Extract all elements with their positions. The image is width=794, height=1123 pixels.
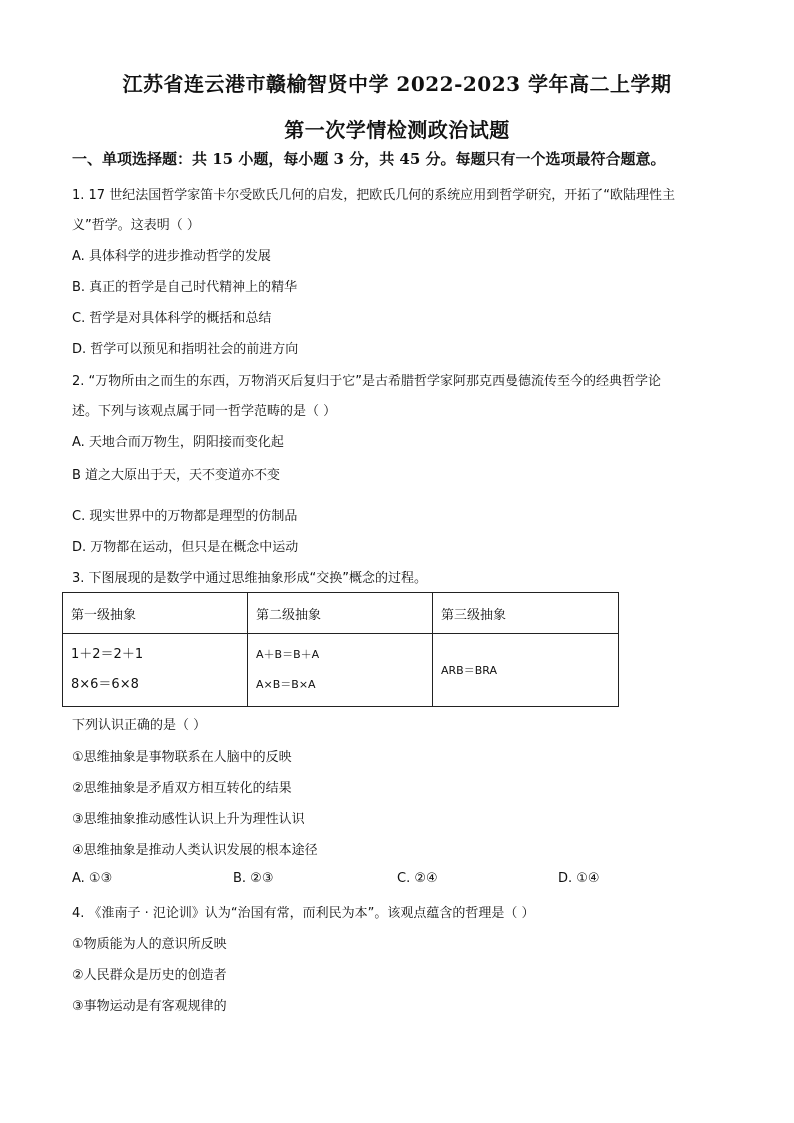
abstraction-table — [62, 592, 619, 707]
q3-option-d: D. ①④ — [558, 871, 600, 886]
q3-option-a: A. ①③ — [72, 871, 113, 886]
q2-option-b: B 道之大原出于天，天不变道亦不变 — [72, 468, 281, 483]
q1-option-a: A. 具体科学的进步推动哲学的发展 — [72, 249, 271, 264]
q3-option-b: B. ②③ — [233, 871, 274, 886]
q1-option-d: D. 哲学可以预见和指明社会的前进方向 — [72, 342, 299, 357]
table-header-cell: 第一级抽象 — [63, 593, 248, 634]
q3-option-c: C. ②④ — [397, 871, 438, 886]
exam-title-line1: 江苏省连云港市赣榆智贤中学 2022-2023 学年高二上学期 — [122, 72, 672, 96]
q2-option-c: C. 现实世界中的万物都是理型的仿制品 — [72, 509, 298, 524]
q1-option-b: B. 真正的哲学是自己时代精神上的精华 — [72, 280, 298, 295]
table-header-row — [63, 593, 619, 634]
q4-stem: 4. 《淮南子 · 氾论训》认为“治国有常，而利民为本”。该观点蕴含的哲理是（ ） — [72, 906, 535, 921]
table-cell-second-level — [248, 634, 433, 707]
q1-stem-line1: 1. 17 世纪法国哲学家笛卡尔受欧氏几何的启发，把欧氏几何的系统应用到哲学研究，开拓了“欧陆理性主 — [72, 188, 675, 203]
q3-question: 下列认识正确的是（ ） — [72, 718, 207, 733]
q3-statement-1: ①思维抽象是事物联系在人脑中的反映 — [72, 750, 292, 765]
q1-stem-line2: 义”哲学。这表明（ ） — [72, 218, 200, 233]
q4-statement-3: ③事物运动是有客观规律的 — [72, 999, 227, 1014]
q3-stem: 3. 下图展现的是数学中通过思维抽象形成“交换”概念的过程。 — [72, 571, 428, 586]
q2-option-a: A. 天地合而万物生，阴阳接而变化起 — [72, 435, 284, 450]
formula: 1＋2＝2＋1 — [71, 647, 144, 662]
table-cell-first-level — [63, 634, 248, 707]
table-header-cell: 第三级抽象 — [433, 593, 619, 634]
q3-statement-4: ④思维抽象是推动人类认识发展的根本途径 — [72, 843, 318, 858]
q2-stem-line1: 2. “万物所由之而生的东西，万物消灭后复归于它”是古希腊哲学家阿那克西曼德流传至今的经典哲学论 — [72, 374, 662, 389]
formula: A×B＝B×A — [256, 678, 316, 691]
q1-option-c: C. 哲学是对具体科学的概括和总结 — [72, 311, 272, 326]
formula: ARB＝BRA — [441, 664, 497, 677]
exam-title-line2: 第一次学情检测政治试题 — [284, 118, 510, 142]
q2-stem-line2: 述。下列与该观点属于同一哲学范畴的是（ ） — [72, 404, 337, 419]
section-heading: 一、单项选择题：共 15 小题，每小题 3 分，共 45 分。每题只有一个选项最符合题意。 — [72, 150, 666, 168]
formula: A＋B＝B＋A — [256, 648, 320, 661]
table-row — [63, 634, 619, 707]
formula: 8×6＝6×8 — [71, 677, 139, 692]
q3-statement-3: ③思维抽象推动感性认识上升为理性认识 — [72, 812, 305, 827]
table-header-cell: 第二级抽象 — [248, 593, 433, 634]
table-cell-third-level — [433, 634, 619, 707]
q4-statement-1: ①物质能为人的意识所反映 — [72, 937, 227, 952]
q2-option-d: D. 万物都在运动，但只是在概念中运动 — [72, 540, 299, 555]
q4-statement-2: ②人民群众是历史的创造者 — [72, 968, 227, 983]
q3-statement-2: ②思维抽象是矛盾双方相互转化的结果 — [72, 781, 292, 796]
